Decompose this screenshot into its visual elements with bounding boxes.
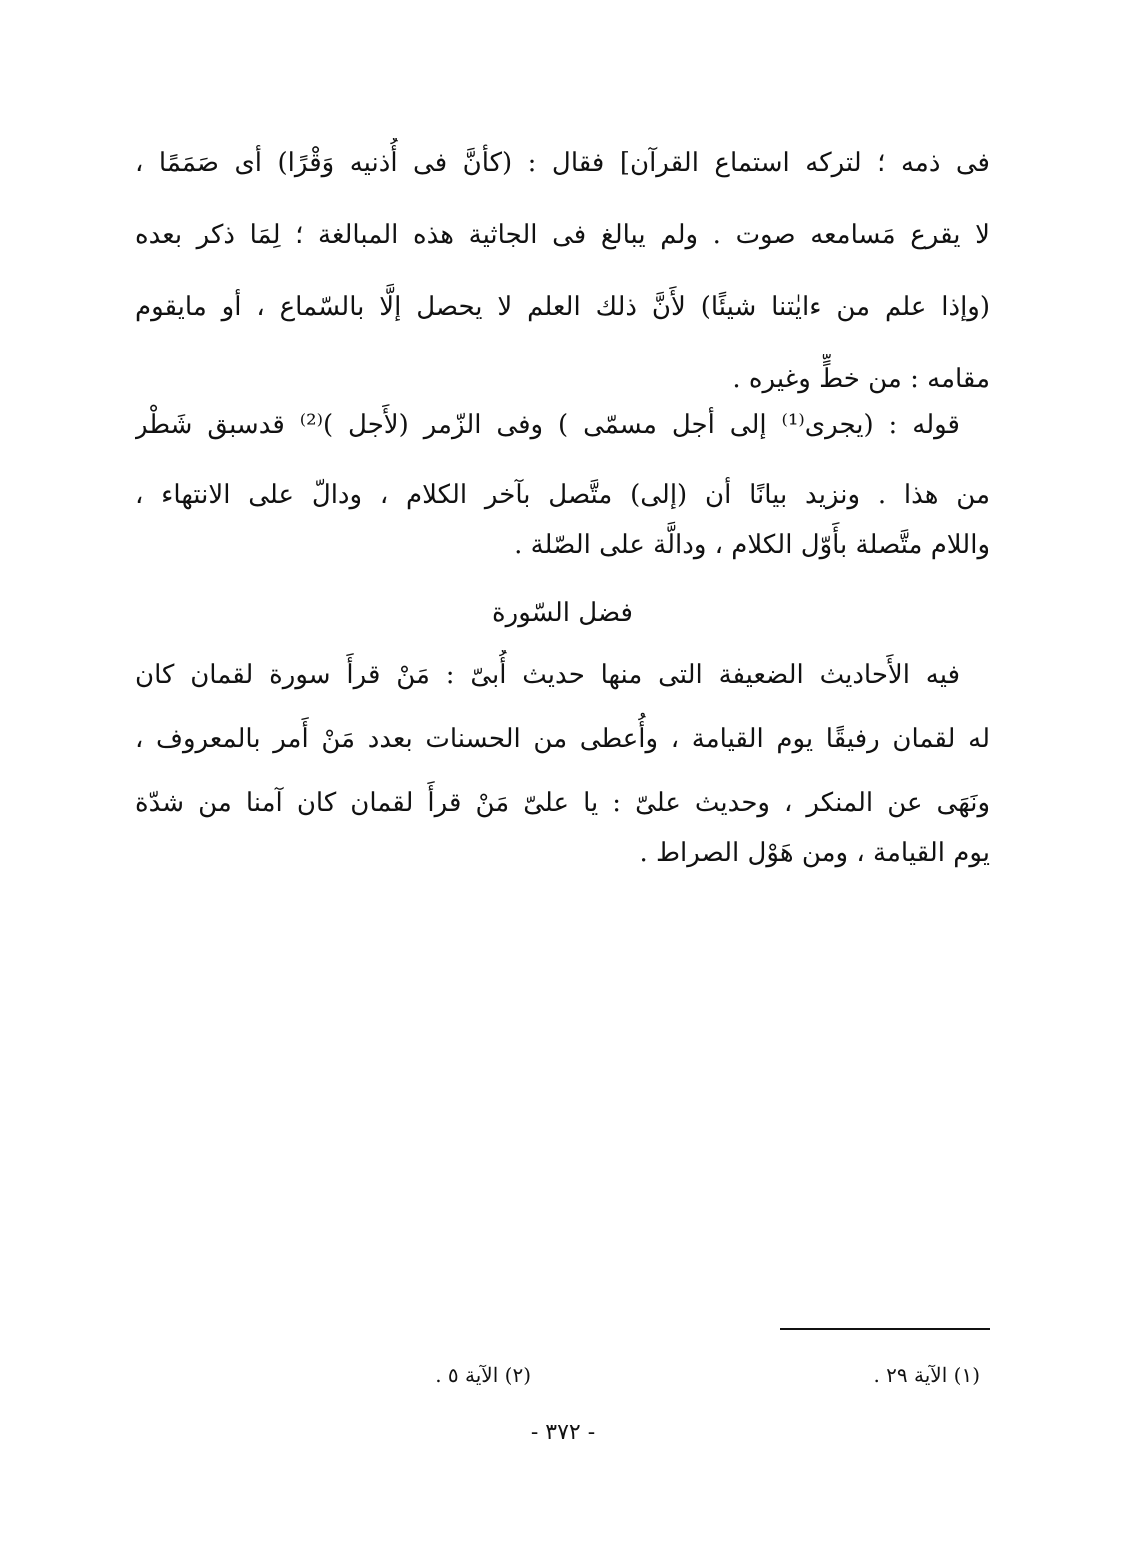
paragraph-3 bbox=[135, 650, 990, 850]
text-line: واللام متَّصلة بأَوّل الكلام ، ودالَّة على الصّلة . bbox=[514, 530, 990, 560]
text-line: فى ذمه ؛ لتركه استماع القرآن] فقال : (كأنَّ فى أُذنيه وَقْرًا) أى صَمَمًا ، bbox=[135, 148, 990, 178]
paragraph-2 bbox=[135, 400, 990, 530]
footnote-1: (١) الآية ٢٩ . bbox=[873, 1363, 980, 1387]
text-line: مقامه : من خطٍّ وغيره . bbox=[732, 364, 990, 394]
text-line: (وإذا علم من ءايٰتنا شيئًا) لأَنَّ ذلك العلم لا يحصل إلَّا بالسّماع ، أو مايقوم bbox=[135, 292, 990, 322]
paragraph-1-last-line bbox=[135, 354, 990, 404]
footnote-divider bbox=[780, 1328, 990, 1330]
text-line: لا يقرع مَسامعه صوت . ولم يبالغ فى الجاثية هذه المبالغة ؛ لِمَا ذكر بعده bbox=[135, 220, 990, 250]
text-line: من هذا . ونزيد بيانًا أن (إلى) متَّصل بآخر الكلام ، ودالّ على الانتهاء ، bbox=[135, 480, 990, 510]
text-line: قوله : (يجرى⁽¹⁾ إلى أجل مسمّى ) وفى الزّمر (لأَجل )⁽²⁾ قدسبق شَطْر bbox=[135, 410, 960, 440]
section-heading: فضل السّورة bbox=[492, 598, 633, 628]
paragraph-2-last-line bbox=[135, 520, 990, 570]
footnote-2: (٢) الآية ٥ . bbox=[435, 1363, 531, 1387]
page-number: - ٣٧٢ - bbox=[530, 1420, 596, 1445]
text-line: ونَهَى عن المنكر ، وحديث علىّ : يا علىّ مَنْ قرأَ لقمان كان آمنا من شدّة bbox=[135, 788, 990, 818]
paragraph-3-last-line bbox=[135, 828, 990, 878]
text-line: فيه الأَحاديث الضعيفة التى منها حديث أُبىّ : مَنْ قرأَ سورة لقمان كان bbox=[135, 660, 960, 690]
text-line: يوم القيامة ، ومن هَوْل الصراط . bbox=[639, 838, 990, 868]
text-line: له لقمان رفيقًا يوم القيامة ، وأُعطى من الحسنات بعدد مَنْ أَمر بالمعروف ، bbox=[135, 724, 990, 754]
paragraph-1 bbox=[135, 138, 990, 338]
